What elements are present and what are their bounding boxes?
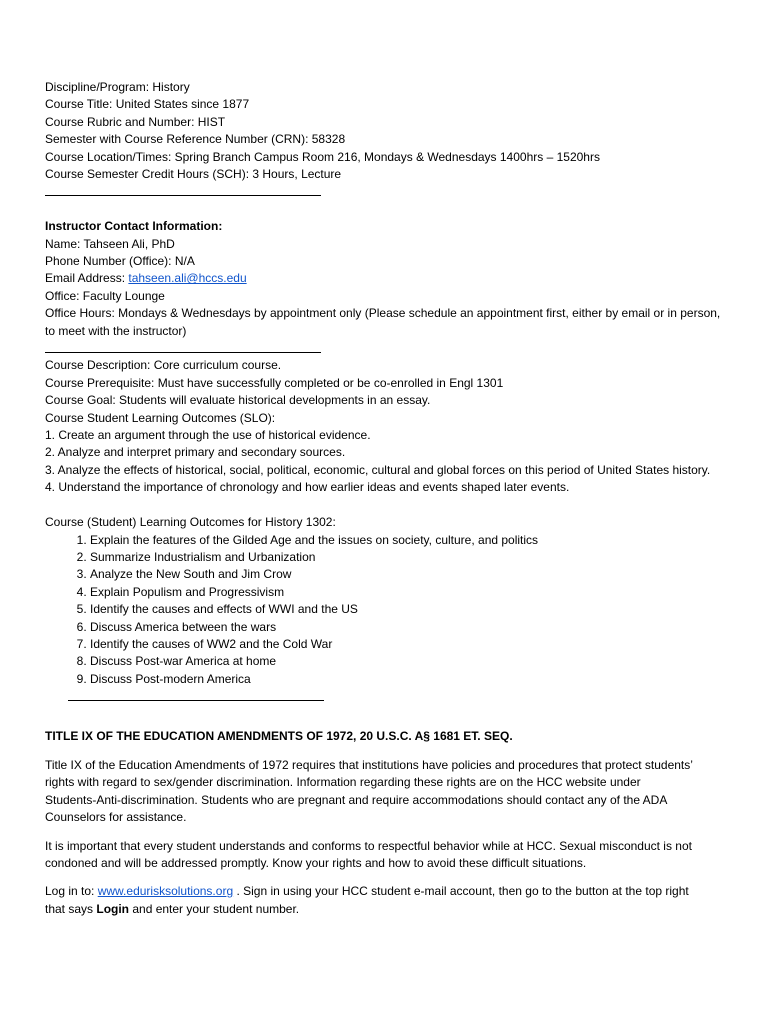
outcome-item: 2. Summarize Industrialism and Urbanization — [90, 549, 735, 566]
instructor-heading: Instructor Contact Information: — [45, 219, 223, 234]
outcome-item: 3. Analyze the New South and Jim Crow — [90, 566, 735, 583]
instructor-name: Name: Tahseen Ali, PhD — [45, 236, 175, 251]
title-ix-paragraph: Title IX of the Education Amendments of 1972 requires that institutions have policies and procedures that protect students’ rights with regard to sex/gender discrimination. Information regarding these rights are on the HCC website under Students-Anti-discrimination. Students who are pregnant and require accommodations should contact any of the ADA Counselors for assistance. — [45, 757, 693, 825]
outcome-item: 5. Identify the causes and effects of WWI and the US — [90, 601, 735, 618]
title-ix-heading: TITLE IX OF THE EDUCATION AMENDMENTS OF 1972, 20 U.S.C. A§ 1681 ET. SEQ. — [45, 728, 513, 743]
email-link[interactable]: tahseen.ali@hccs.edu — [128, 271, 247, 286]
crn-line: Semester with Course Reference Number (CRN): 58328 — [45, 132, 346, 147]
login-prefix: Log in to: — [45, 884, 98, 899]
course-title-line: Course Title: United States since 1877 — [45, 97, 250, 112]
credit-hours-line: Course Semester Credit Hours (SCH): 3 Hours, Lecture — [45, 167, 342, 182]
instructor-office: Office: Faculty Lounge — [45, 288, 165, 303]
outcome-item: 6. Discuss America between the wars — [90, 619, 735, 636]
slo-item: 2. Analyze and interpret primary and secondary sources. — [45, 445, 346, 460]
office-hours: Office Hours: Mondays & Wednesdays by appointment only (Please schedule an appointment first, either by email or in person, to meet with the instructor) — [45, 306, 721, 338]
divider — [45, 183, 735, 200]
slo-item: 3. Analyze the effects of historical, social, political, economic, cultural and global forces on this period of United States history. — [45, 462, 711, 477]
course-goal: Course Goal: Students will evaluate historical developments in an essay. — [45, 393, 431, 408]
location-line: Course Location/Times: Spring Branch Campus Room 216, Mondays & Wednesdays 1400hrs – 1520hrs — [45, 149, 600, 164]
login-middle: . Sign in using your HCC student e-mail account, then go to the button at the top right that says — [45, 884, 689, 916]
slo-item: 1. Create an argument through the use of historical evidence. — [45, 428, 371, 443]
login-bold: Login — [96, 901, 130, 916]
divider — [45, 688, 735, 705]
course-rubric-line: Course Rubric and Number: HIST — [45, 114, 226, 129]
syllabus-page — [45, 79, 735, 921]
slo-item: 4. Understand the importance of chronology and how earlier ideas and events shaped later events. — [45, 480, 570, 495]
login-suffix: and enter your student number. — [129, 901, 300, 916]
divider — [45, 340, 735, 357]
outcomes-heading: Course (Student) Learning Outcomes for History 1302: — [45, 515, 336, 530]
outcome-item: 8. Discuss Post-war America at home — [90, 653, 735, 670]
discipline-line: Discipline/Program: History — [45, 80, 190, 94]
outcome-item: 9. Discuss Post-modern America — [90, 671, 735, 688]
instructor-phone: Phone Number (Office): N/A — [45, 254, 195, 269]
outcome-item: 7. Identify the causes of WW2 and the Cold War — [90, 636, 735, 653]
edurisk-link[interactable]: www.edurisksolutions.org — [97, 884, 234, 899]
outcome-item: 4. Explain Populism and Progressivism — [90, 584, 735, 601]
email-label: Email Address: — [45, 271, 129, 286]
slo-heading: Course Student Learning Outcomes (SLO): — [45, 410, 276, 425]
login-paragraph — [45, 883, 735, 918]
title-ix-paragraph: It is important that every student understands and conforms to respectful behavior while at HCC. Sexual misconduct is not condoned and will be addressed promptly. Know your rights and how to avoid these difficult situations. — [45, 838, 692, 870]
instructor-email-line — [45, 270, 735, 287]
outcomes-list — [45, 532, 735, 689]
course-description: Course Description: Core curriculum course. — [45, 358, 282, 373]
course-prerequisite: Course Prerequisite: Must have successfully completed or be co-enrolled in Engl 1301 — [45, 375, 504, 390]
outcome-item: 1. Explain the features of the Gilded Age and the issues on society, culture, and politics — [90, 532, 735, 549]
